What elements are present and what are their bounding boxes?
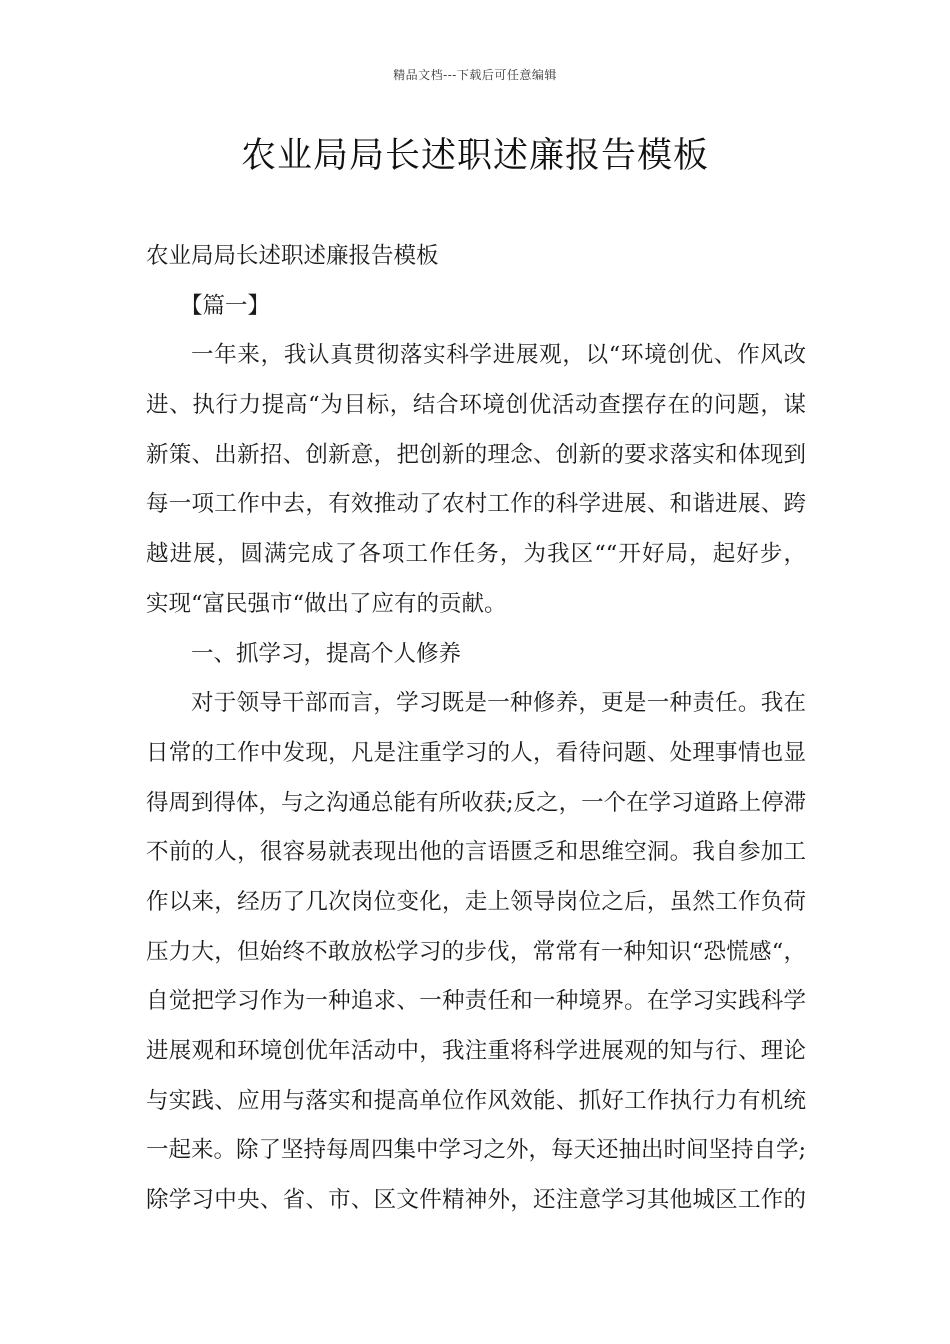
paragraph-line: 进、执行力提高“为目标，结合环境创优活动查摆存在的问题，谋	[146, 392, 806, 419]
paragraph-line: 不前的人，很容易就表现出他的言语匮乏和思维空洞。我自参加工	[146, 839, 806, 866]
paragraph-line: 新策、出新招、创新意，把创新的理念、创新的要求落实和体现到	[146, 441, 806, 468]
paragraph-line: 一年来，我认真贯彻落实科学进展观，以“环境创优、作风改	[191, 342, 806, 369]
paragraph-line: 每一项工作中去，有效推动了农村工作的科学进展、和谐进展、跨	[146, 491, 806, 518]
paragraph-line: 得周到得体，与之沟通总能有所收获;反之，一个在学习道路上停滞	[146, 789, 807, 816]
document-title: 农业局局长述职述廉报告模板	[240, 136, 709, 176]
paragraph-line: 对于领导干部而言，学习既是一种修养，更是一种责任。我在	[191, 690, 806, 717]
paragraph-line: 与实践、应用与落实和提高单位作风效能、抓好工作执行力有机统	[146, 1087, 806, 1114]
section-marker: 【篇一】	[180, 292, 271, 319]
paragraph-line: 进展观和环境创优年活动中，我注重将科学进展观的知与行、理论	[146, 1038, 806, 1064]
paragraph-line: 一起来。除了坚持每周四集中学习之外，每天还抽出时间坚持自学;	[146, 1137, 807, 1164]
page-header-note: 精品文档---下载后可任意编辑	[393, 68, 557, 82]
paragraph-line: 除学习中央、省、市、区文件精神外，还注意学习其他城区工作的	[146, 1187, 806, 1214]
paragraph-line: 作以来，经历了几次岗位变化，走上领导岗位之后，虽然工作负荷	[146, 888, 806, 915]
document-body	[146, 232, 806, 1226]
paragraph-line: 实现“富民强市“做出了应有的贡献。	[146, 590, 507, 617]
section-heading: 一、抓学习，提高个人修养	[191, 640, 462, 667]
paragraph-line: 越进展，圆满完成了各项工作任务，为我区““开好局，起好步，	[146, 541, 806, 568]
paragraph-line: 日常的工作中发现，凡是注重学习的人，看待问题、处理事情也显	[146, 739, 806, 766]
paragraph-line: 压力大，但始终不敢放松学习的步伐，常常有一种知识“恐慌感“，	[146, 938, 806, 965]
paragraph-line: 自觉把学习作为一种追求、一种责任和一种境界。在学习实践科学	[146, 988, 806, 1015]
document-subtitle: 农业局局长述职述廉报告模板	[146, 243, 439, 269]
